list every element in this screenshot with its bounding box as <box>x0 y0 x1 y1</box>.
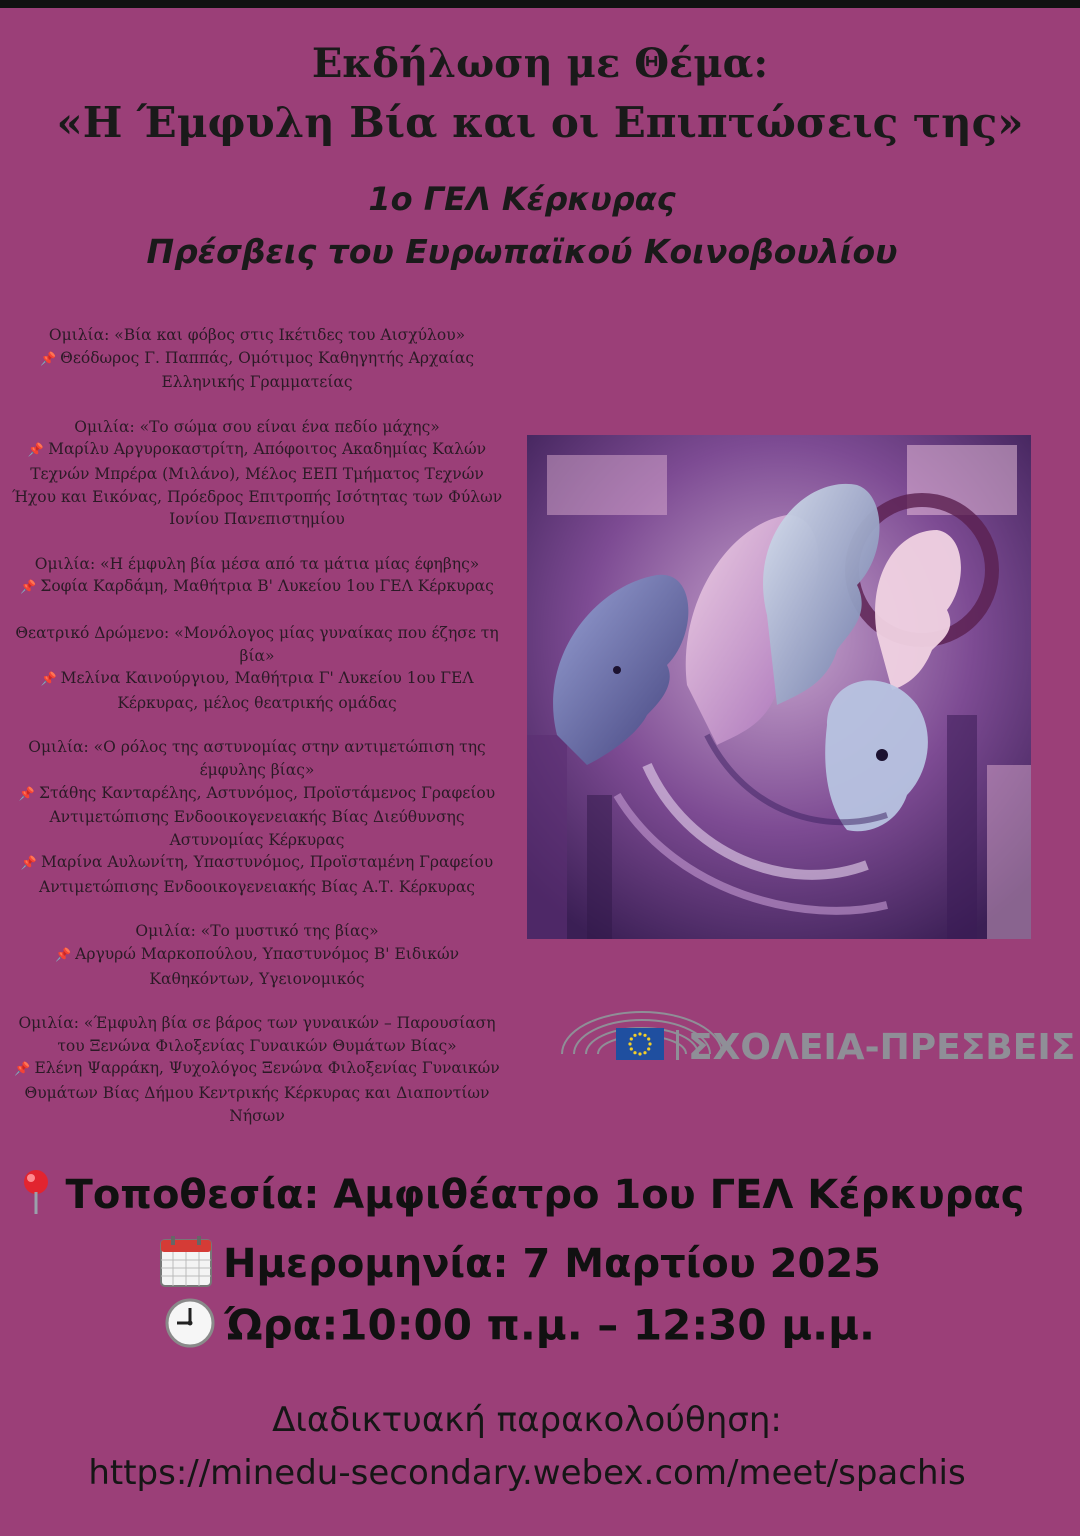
talk-title: Θεατρικό Δρώμενο: «Μονόλογος μίας γυναίκας που έζησε τη βία» <box>15 623 499 665</box>
program-item <box>6 416 508 531</box>
speaker <box>6 943 508 990</box>
speaker <box>6 575 508 600</box>
round-pushpin-icon <box>16 1168 56 1226</box>
program-list <box>6 324 508 1149</box>
logo-text: ΣΧΟΛΕΙΑ-ΠΡΕΣΒΕΙΣ <box>688 1027 1076 1068</box>
calendar-icon <box>159 1234 213 1298</box>
talk-title: Ομιλία: «Το μυστικό της βίας» <box>135 922 379 941</box>
program-item <box>6 324 508 394</box>
eu-star <box>643 1034 646 1037</box>
eu-flag-icon <box>616 1028 664 1060</box>
location-line <box>0 1168 1040 1226</box>
pushpin-icon: 📌 <box>18 786 35 802</box>
pushpin-icon: 📌 <box>14 1062 31 1078</box>
program-item <box>6 622 508 714</box>
program-name: Πρέσβεις του Ευρωπαϊκού Κοινοβουλίου <box>146 232 898 271</box>
speaker-text: Θεόδωρος Γ. Παππάς, Ομότιμος Καθηγητής Αρχαίας Ελληνικής Γραμματείας <box>60 348 475 392</box>
pushpin-icon: 📌 <box>54 948 72 964</box>
speaker <box>6 851 508 898</box>
pushpin-icon: 📌 <box>20 580 37 596</box>
pushpin-icon: 📌 <box>27 443 45 459</box>
eu-star <box>630 1047 633 1050</box>
location-text: Τοποθεσία: Αμφιθέατρο 1ου ΓΕΛ Κέρκυρας <box>65 1172 1025 1218</box>
program-item <box>6 553 508 600</box>
schools-ambassadors-logo <box>558 1004 1076 1068</box>
abstract-faces-painting <box>527 435 1031 939</box>
program-item <box>6 920 508 990</box>
eu-star <box>633 1034 636 1037</box>
speaker <box>6 667 508 714</box>
date-text: Ημερομηνία: 7 Μαρτίου 2025 <box>223 1241 881 1287</box>
speaker <box>6 782 508 852</box>
eu-star <box>647 1047 650 1050</box>
pushpin-icon: 📌 <box>40 672 57 688</box>
eu-star <box>630 1037 633 1040</box>
program-item <box>6 1012 508 1127</box>
eu-star <box>628 1042 631 1045</box>
time-text: Ώρα:10:00 π.μ. – 12:30 μ.μ. <box>225 1300 875 1350</box>
speaker-text: Μαρίνα Αυλωνίτη, Υπαστυνόμος, Προϊσταμένη Γραφείου Αντιμετώπισης Ενδοοικογενειακής Βίας Α.Τ. Κέρκυρας <box>39 853 494 896</box>
talk-title: Ομιλία: «Η έμφυλη βία μέσα από τα μάτια μίας έφηβης» <box>34 554 480 573</box>
faces-artwork <box>527 435 1031 939</box>
eu-star <box>647 1037 650 1040</box>
eu-star <box>633 1051 636 1054</box>
talk-title: Ομιλία: «Το σώμα σου είναι ένα πεδίο μάχης» <box>74 417 440 436</box>
speaker-text: Ελένη Ψαρράκη, Ψυχολόγος Ξενώνα Φιλοξενίας Γυναικών Θυμάτων Βίας Δήμου Κεντρικής Κέρκυρας και Διαποντίων Νήσων <box>24 1059 500 1125</box>
online-url-link[interactable]: https://minedu-secondary.webex.com/meet/spachis <box>88 1453 966 1493</box>
talk-title: Ομιλία: «Έμφυλη βία σε βάρος των γυναικών – Παρουσίαση του Ξενώνα Φιλοξενίας Γυναικών Θυμάτων Βίας» <box>18 1014 496 1055</box>
speaker-text: Αργυρώ Μαρκοπούλου, Υπαστυνόμος Β' Ειδικών Καθηκόντων, Υγειονομικός <box>75 945 460 988</box>
date-line <box>0 1234 1040 1298</box>
pushpin-icon: 📌 <box>39 351 57 367</box>
speaker-text: Μαρίλυ Αργυροκαστρίτη, Απόφοιτος Ακαδημίας Καλών Τεχνών Μπρέρα (Μιλάνο), Μέλος ΕΕΠ Τμήματος Τεχνών Ήχου και Εικόνας, Πρόεδρος Επιτροπής Ισότητας των Φύλων Ιονίου Πανεπιστημίου <box>11 440 503 529</box>
online-label: Διαδικτυακή παρακολούθηση: <box>272 1400 782 1440</box>
eu-star <box>643 1051 646 1054</box>
speaker-text: Σοφία Καρδάμη, Μαθήτρια Β' Λυκείου 1ου ΓΕΛ Κέρκυρας <box>40 577 494 596</box>
clock-icon <box>165 1298 215 1358</box>
speaker <box>6 1057 508 1127</box>
event-title-line2: «Η Έμφυλη Βία και οι Επιπτώσεις της» <box>56 98 1024 147</box>
talk-title: Ομιλία: «Βία και φόβος στις Ικέτιδες του Αισχύλου» <box>48 326 466 344</box>
speaker-text: Στάθης Κανταρέλης, Αστυνόμος, Προϊστάμενος Γραφείου Αντιμετώπισης Ενδοοικογενειακής Βίας Διεύθυνσης Αστυνομίας Κέρκυρας <box>39 783 496 849</box>
speaker <box>6 438 508 530</box>
school-name: 1ο ΓΕΛ Κέρκυρας <box>368 180 676 218</box>
time-line <box>0 1298 1040 1358</box>
speaker <box>6 347 508 394</box>
eu-star <box>648 1042 651 1045</box>
eu-star <box>638 1052 641 1055</box>
talk-title: Ομιλία: «Ο ρόλος της αστυνομίας στην αντιμετώπιση της έμφυλης βίας» <box>28 738 486 779</box>
program-item <box>6 736 508 898</box>
eu-star <box>638 1032 641 1035</box>
speaker-text: Μελίνα Καινούργιου, Μαθήτρια Γ' Λυκείου 1ου ΓΕΛ Κέρκυρας, μέλος θεατρικής ομάδας <box>60 669 474 712</box>
event-title-line1: Εκδήλωση με Θέμα: <box>311 40 769 87</box>
top-border <box>0 0 1080 8</box>
pushpin-icon: 📌 <box>20 856 37 872</box>
